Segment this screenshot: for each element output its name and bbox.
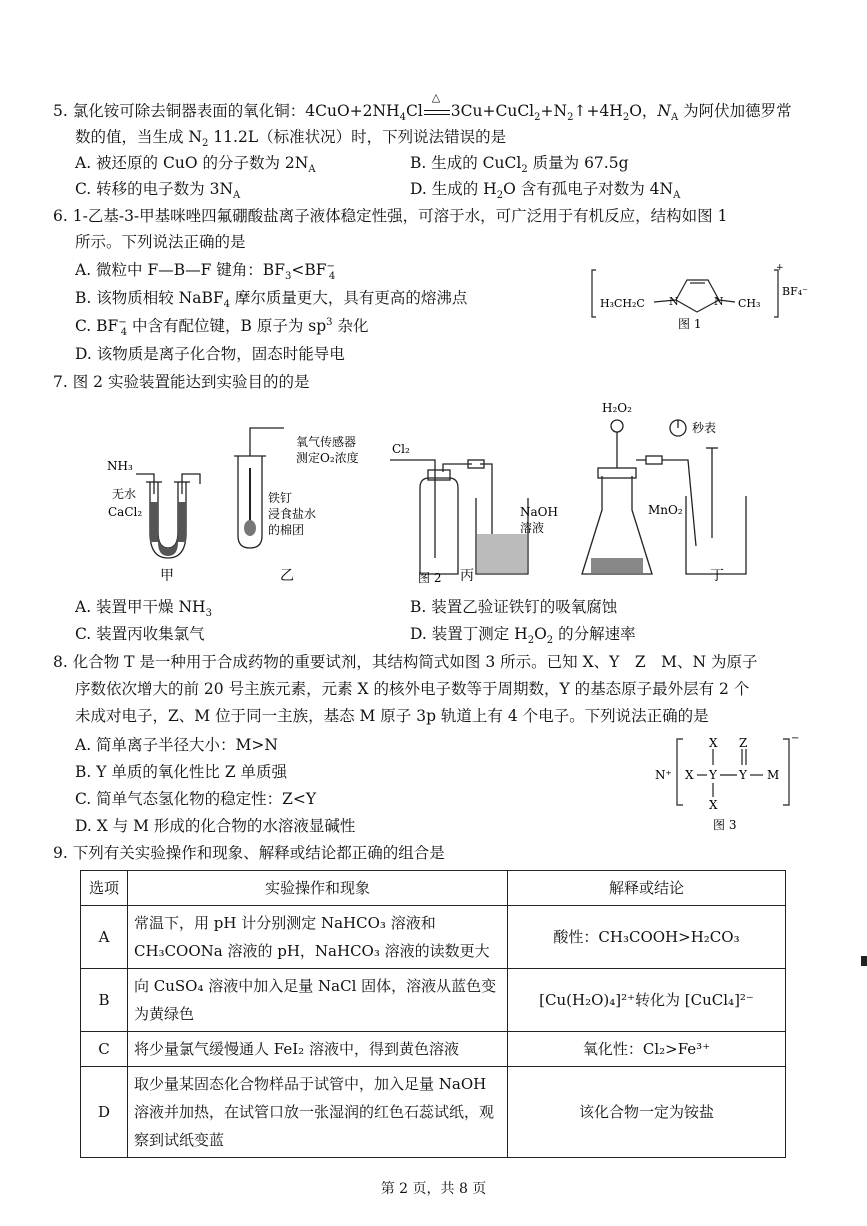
q7-option-a: A. 装置甲干燥 $NH_3$ (75, 598, 212, 620)
ding-h2o2-label: H₂O₂ (602, 401, 632, 415)
heat-symbol: △ (431, 91, 441, 104)
fig1-n2: N (714, 295, 724, 308)
row-operation: 常温下，用 pH 计分别测定 NaHCO₃ 溶液和 CH₃COONa 溶液的 pH，NaHCO₃ 溶液的读数更大 (128, 906, 508, 969)
q8-line1: 8. 化合物 T 是一种用于合成药物的重要试剂，其结构简式如图 3 所示。已知 X、Y Z M、N 为原子 (53, 653, 758, 671)
row-conclusion: 氧化性：Cl₂>Fe³⁺ (508, 1032, 786, 1067)
yi-desc-1: 铁钉 (268, 491, 293, 505)
q8-option-b: B. Y 单质的氧化性比 Z 单质强 (75, 763, 288, 781)
q6-option-d: D. 该物质是离子化合物，固态时能导电 (75, 345, 345, 363)
figure-3-structure (655, 735, 805, 835)
fig3-m: M (767, 768, 780, 782)
q7-option-b: B. 装置乙验证铁钉的吸氧腐蚀 (410, 598, 618, 616)
bing-name: 丙 (460, 568, 474, 584)
row-operation: 向 CuSO₄ 溶液中加入足量 NaCl 固体，溶液从蓝色变为黄绿色 (128, 969, 508, 1032)
fig3-x-top: X (709, 736, 718, 750)
header-conclusion: 解释或结论 (508, 871, 786, 906)
q7-option-d: D. 装置丁测定 $H_2O_2$ 的分解速率 (410, 625, 636, 647)
fig3-y2: Y (739, 768, 747, 782)
row-operation: 取少量某固态化合物样品于试管中，加入足量 NaOH 溶液并加热，在试管口放一张湿润的红色石蕊试纸，观察到试纸变蓝 (128, 1067, 508, 1158)
table-row (81, 969, 786, 1032)
jia-name: 甲 (160, 568, 174, 584)
fig1-caption: 图 1 (678, 317, 702, 331)
q9-stem: 9. 下列有关实验操作和现象、解释或结论都正确的组合是 (53, 844, 445, 862)
ding-timer-label: 秒表 (692, 421, 717, 435)
ding-name: 丁 (710, 568, 724, 584)
row-operation: 将少量氯气缓慢通人 FeI₂ 溶液中，得到黄色溶液 (128, 1032, 508, 1067)
fig1-n1: N (669, 295, 679, 308)
fig3-y1: Y (709, 768, 717, 782)
yi-sensor-2: 测定O₂浓度 (296, 451, 359, 465)
q8-line2: 序数依次增大的前 20 号主族元素，元素 X 的核外电子数等于周期数，Y 的基态原子最外层有 2 个 (75, 680, 750, 698)
header-operation: 实验操作和现象 (128, 871, 508, 906)
fig3-z: Z (739, 736, 748, 750)
row-conclusion: 该化合物一定为铵盐 (508, 1067, 786, 1158)
jia-label-2: CaCl₂ (108, 505, 143, 519)
q6-line2: 所示。下列说法正确的是 (75, 233, 246, 251)
fig3-x-left: X (685, 768, 694, 782)
q5-option-c: C. 转移的电子数为 $3N_A$ (75, 180, 241, 202)
fig1-anion: BF₄⁻ (782, 285, 808, 298)
bing-naoh-2: 溶液 (520, 521, 545, 535)
q9-table (80, 870, 786, 1158)
figure-2-apparatus (100, 398, 780, 590)
q6-option-a: A. 微粒中 F—B—F 键角：$BF_3<BF^-_4$ (75, 260, 336, 283)
q8-option-c: C. 简单气态氢化物的稳定性：Z<Y (75, 790, 317, 808)
ding-mno2-label: MnO₂ (648, 503, 683, 517)
q8-option-a: A. 简单离子半径大小：M>N (75, 736, 278, 754)
q7-stem: 7. 图 2 实验装置能达到实验目的的是 (53, 373, 310, 391)
fig3-caption: 图 3 (713, 818, 737, 832)
q8-line3: 未成对电子，Z、M 位于同一主族，基态 M 原子 3p 轨道上有 4 个电子。下列说法正确的是 (75, 707, 709, 725)
table-row (81, 906, 786, 969)
yi-desc-3: 的棉团 (268, 523, 305, 537)
fig3-minus: − (791, 733, 800, 744)
header-option: 选项 (81, 871, 128, 906)
row-option: A (81, 906, 128, 969)
yi-desc-2: 浸食盐水 (268, 507, 317, 521)
q8-option-d: D. X 与 M 形成的化合物的水溶液显碱性 (75, 817, 356, 835)
jia-label-1: 无水 (112, 487, 137, 501)
table-header-row (81, 871, 786, 906)
row-conclusion: 酸性：CH₃COOH>H₂CO₃ (508, 906, 786, 969)
q6-option-c: C. $BF^-_4$ 中含有配位键，B 原子为 $sp^3$ 杂化 (75, 316, 369, 339)
fig1-plus: + (776, 263, 784, 273)
table-row (81, 1032, 786, 1067)
fig1-methyl-label: CH₃ (738, 297, 761, 310)
row-option: D (81, 1067, 128, 1158)
yi-name: 乙 (280, 568, 294, 584)
edge-mark (861, 956, 867, 966)
row-conclusion: [Cu(H₂O)₄]²⁺转化为 [CuCl₄]²⁻ (508, 969, 786, 1032)
fig3-x-bottom: X (709, 798, 718, 812)
q5-line2: 数的值，当生成 $N_2$ 11.2L（标准状况）时，下列说法错误的是 (75, 128, 507, 150)
table-row (81, 1067, 786, 1158)
page-footer: 第 2 页，共 8 页 (380, 1181, 487, 1197)
q5-option-d: D. 生成的 $H_2O$ 含有孤电子对数为 $4N_A$ (410, 180, 681, 202)
q5-option-b: B. 生成的 CuCl$_2$ 质量为 67.5g (410, 154, 629, 176)
row-option: C (81, 1032, 128, 1067)
q6-line1: 6. 1-乙基-3-甲基咪唑四氟硼酸盐离子液体稳定性强，可溶于水，可广泛用于有机反应，结构如图 1 (53, 207, 728, 225)
figure-1-structure (590, 262, 808, 342)
fig3-n: N⁺ (655, 768, 672, 782)
q6-option-b: B. 该物质相较 NaBF$_4$ 摩尔质量更大，具有更高的熔沸点 (75, 289, 468, 311)
row-option: B (81, 969, 128, 1032)
q5-line1: 5. 氯化铵可除去铜器表面的氧化铜：$4CuO+2NH_4Cl$ △ $3Cu+CuCl_2+N_2↑+4H_2O$，$N_A$ 为阿伏加德罗常 (53, 100, 792, 122)
q7-option-c: C. 装置丙收集氯气 (75, 625, 205, 643)
yi-sensor-1: 氧气传感器 (296, 435, 357, 449)
fig1-ethyl-label: H₃CH₂C (600, 297, 645, 310)
bing-naoh-1: NaOH (520, 505, 558, 519)
q5-option-a: A. 被还原的 CuO 的分子数为 $2N_A$ (75, 154, 316, 176)
fig2-caption: 图 2 (418, 571, 442, 585)
bing-cl2-label: Cl₂ (392, 442, 410, 456)
jia-nh3-label: NH₃ (107, 459, 133, 473)
